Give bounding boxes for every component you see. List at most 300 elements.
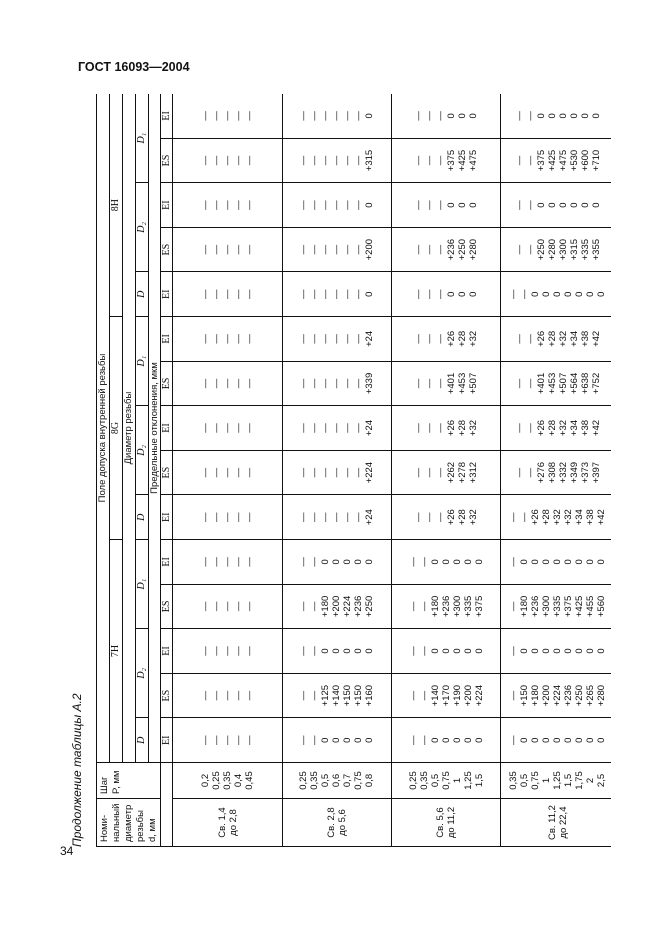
deviation-value: —: [309, 334, 321, 344]
deviation-value: —: [418, 690, 430, 701]
nominal-diameter-cell: [392, 799, 501, 847]
deviation-value: —: [200, 155, 212, 166]
deviation-value: —: [244, 155, 256, 166]
deviation-value: —: [222, 378, 234, 389]
deviation-value: 0: [568, 202, 580, 208]
deviation-value: —: [309, 690, 321, 701]
deviation-value: —: [424, 200, 436, 210]
deviation-value: —: [331, 512, 343, 522]
header-7h-d: D: [135, 718, 148, 763]
deviation-value: 0: [530, 291, 542, 297]
deviation-value: —: [331, 467, 343, 478]
deviation-value: —: [524, 423, 536, 433]
deviation-value: —: [233, 690, 245, 701]
deviation-cell: [173, 138, 282, 183]
deviation-value: 0: [446, 113, 458, 119]
deviation-value: —: [222, 557, 234, 567]
deviation-value: 0: [563, 648, 575, 654]
deviation-value: —: [320, 512, 332, 522]
deviation-value: +236: [530, 595, 542, 618]
deviation-value: 0: [585, 559, 597, 565]
header-es-cell: ES: [161, 361, 173, 406]
nominal-diameter-cell: [501, 799, 611, 847]
deviation-value: —: [519, 289, 531, 300]
pitch-value: 0,2: [200, 773, 212, 788]
deviation-value: —: [418, 735, 430, 745]
deviation-value: +180: [320, 595, 332, 618]
deviation-value: +190: [451, 684, 463, 707]
nominal-diameter-value: Св. 11,2 до 22,4: [546, 805, 569, 840]
deviation-cell: [501, 227, 611, 272]
deviation-value: —: [508, 289, 520, 300]
deviation-value: +26: [535, 330, 547, 347]
nominal-diameter-value: Св. 5,6 до 11,2: [435, 806, 458, 839]
deviation-value: —: [298, 155, 310, 166]
deviation-value: —: [513, 200, 525, 210]
deviation-value: +28: [541, 509, 553, 526]
nominal-diameter-value: Св. 1,4 до 2,8: [216, 807, 239, 838]
deviation-cell: [282, 495, 391, 540]
deviation-value: —: [424, 334, 436, 344]
deviation-value: +150: [342, 684, 354, 707]
deviation-value: +28: [546, 330, 558, 347]
deviation-value: +140: [331, 684, 343, 707]
deviation-value: 0: [530, 559, 542, 565]
deviation-value: +38: [579, 330, 591, 347]
deviation-value: 0: [429, 737, 441, 743]
deviation-value: 0: [552, 648, 564, 654]
deviation-value: 0: [429, 648, 441, 654]
deviation-value: —: [435, 334, 447, 344]
pitch-value: 0,35: [222, 771, 234, 790]
deviation-value: 0: [473, 737, 485, 743]
deviation-value: 0: [535, 113, 547, 119]
deviation-value: —: [407, 601, 419, 612]
pitch-value: 0,4: [233, 773, 245, 788]
deviation-value: —: [513, 155, 525, 166]
deviation-value: 0: [552, 737, 564, 743]
deviation-value: 0: [596, 737, 608, 743]
deviation-cell: [282, 227, 391, 272]
header-ei-cell: EI: [161, 495, 173, 540]
deviation-value: 0: [364, 737, 376, 743]
pitch-cell: [501, 763, 611, 799]
deviation-value: 0: [585, 291, 597, 297]
deviation-value: +300: [557, 238, 569, 261]
pitch-value: 0,75: [530, 771, 542, 790]
deviation-value: —: [298, 200, 310, 210]
deviation-value: +24: [364, 509, 376, 526]
deviation-value: —: [342, 289, 354, 300]
deviation-value: —: [200, 646, 212, 656]
group-row: [501, 94, 611, 847]
header-class-8h: 8H: [109, 94, 122, 317]
deviation-value: +332: [557, 461, 569, 484]
deviation-value: —: [200, 601, 212, 612]
deviation-value: 0: [462, 559, 474, 565]
deviation-cell: [282, 629, 391, 674]
deviation-cell: [173, 183, 282, 228]
deviation-value: +564: [568, 372, 580, 395]
pitch-value: 0,35: [508, 771, 520, 790]
deviation-value: 0: [462, 737, 474, 743]
deviation-value: 0: [596, 648, 608, 654]
deviation-value: —: [513, 334, 525, 344]
deviation-value: —: [353, 334, 365, 344]
deviation-value: +375: [473, 595, 485, 618]
deviation-value: —: [233, 378, 245, 389]
deviation-value: —: [424, 244, 436, 255]
deviation-cell: [501, 495, 611, 540]
deviation-value: +32: [552, 509, 564, 526]
deviation-value: —: [222, 512, 234, 522]
deviation-cell: [392, 272, 501, 317]
deviation-value: +28: [546, 419, 558, 437]
header-es-cell: ES: [161, 227, 173, 272]
pitch-value: 0,35: [418, 771, 430, 790]
deviation-cell: [501, 629, 611, 674]
deviation-value: 0: [364, 648, 376, 654]
deviation-cell: [282, 718, 391, 763]
deviation-value: +560: [596, 595, 608, 618]
pitch-value: 0,8: [364, 773, 376, 788]
deviation-value: 0: [473, 648, 485, 654]
deviation-value: —: [244, 289, 256, 300]
deviation-value: 0: [440, 737, 452, 743]
deviation-value: +453: [546, 372, 558, 395]
deviation-value: 0: [568, 113, 580, 119]
deviation-value: —: [222, 111, 234, 121]
deviation-value: —: [233, 334, 245, 344]
deviation-cell: [282, 450, 391, 495]
deviation-value: —: [244, 690, 256, 701]
deviation-value: —: [342, 334, 354, 344]
deviation-value: 0: [342, 737, 354, 743]
deviation-value: —: [200, 378, 212, 389]
pitch-value: 0,75: [440, 771, 452, 790]
deviation-value: 0: [331, 737, 343, 743]
pitch-value: 1,75: [574, 771, 586, 790]
deviation-value: 0: [530, 737, 542, 743]
pitch-cell: [392, 763, 501, 799]
deviation-value: —: [524, 244, 536, 255]
deviation-value: 0: [574, 737, 586, 743]
deviation-value: —: [309, 601, 321, 612]
deviation-cell: [282, 138, 391, 183]
deviation-value: —: [233, 423, 245, 433]
deviation-value: —: [413, 289, 425, 300]
deviation-value: —: [413, 111, 425, 121]
deviation-value: —: [244, 244, 256, 255]
deviation-value: 0: [519, 737, 531, 743]
header-ei-cell: EI: [161, 94, 173, 138]
deviation-cell: [173, 361, 282, 406]
deviation-value: —: [211, 557, 223, 567]
deviation-value: —: [233, 601, 245, 612]
deviation-value: 0: [446, 202, 458, 208]
deviation-value: —: [320, 200, 332, 210]
header-ei-cell: EI: [161, 272, 173, 317]
pitch-value: 2: [585, 777, 597, 784]
deviation-value: —: [353, 289, 365, 300]
deviation-value: —: [320, 111, 332, 121]
deviation-value: +375: [446, 149, 458, 172]
deviation-value: +600: [579, 149, 591, 172]
deviation-cell: [282, 94, 391, 138]
table-caption-text: Продолжение таблицы А.2: [70, 693, 84, 847]
deviation-value: 0: [364, 559, 376, 565]
deviation-value: —: [424, 423, 436, 433]
deviation-value: +200: [364, 238, 376, 261]
deviation-value: —: [413, 155, 425, 166]
deviation-value: 0: [468, 291, 480, 297]
header-ei-cell: EI: [161, 718, 173, 763]
header-row-1: [97, 94, 110, 847]
deviation-cell: [501, 183, 611, 228]
deviation-value: 0: [590, 113, 602, 119]
deviation-value: 0: [457, 202, 469, 208]
deviation-value: +140: [429, 684, 441, 707]
deviation-value: +26: [446, 419, 458, 437]
deviation-value: +125: [320, 684, 332, 707]
pitch-cell: [173, 763, 282, 799]
deviation-value: +28: [457, 419, 469, 437]
nominal-diameter-cell: [173, 799, 282, 847]
deviation-value: —: [244, 601, 256, 612]
deviation-cell: [282, 183, 391, 228]
deviation-value: —: [222, 334, 234, 344]
deviation-value: +250: [574, 684, 586, 707]
deviation-cell: [392, 495, 501, 540]
deviation-value: +26: [530, 509, 542, 526]
deviation-value: —: [513, 467, 525, 478]
deviation-cell: [392, 540, 501, 585]
deviation-value: +32: [557, 330, 569, 347]
deviation-value: +250: [535, 238, 547, 261]
deviation-value: —: [222, 244, 234, 255]
deviation-value: —: [211, 735, 223, 745]
deviation-value: +453: [457, 372, 469, 395]
deviation-value: —: [353, 423, 365, 433]
group-row: [173, 94, 282, 847]
deviation-value: —: [435, 378, 447, 389]
deviation-value: 0: [320, 737, 332, 743]
deviation-value: +710: [590, 149, 602, 172]
header-class-7h: 7H: [109, 540, 122, 763]
deviation-value: —: [508, 735, 520, 745]
header-ei-cell: EI: [161, 629, 173, 674]
deviation-cell: [282, 673, 391, 718]
deviation-value: 0: [541, 291, 553, 297]
deviation-value: —: [298, 646, 310, 656]
header-8g-d: D: [135, 495, 148, 540]
deviation-value: —: [524, 155, 536, 166]
deviation-value: —: [298, 467, 310, 478]
deviation-cell: [392, 227, 501, 272]
deviation-cell: [173, 406, 282, 451]
deviation-value: +265: [585, 684, 597, 707]
deviation-cell: [173, 272, 282, 317]
deviation-value: —: [309, 111, 321, 121]
deviation-value: —: [298, 289, 310, 300]
nominal-diameter-cell: [282, 799, 391, 847]
deviation-cell: [173, 227, 282, 272]
deviation-value: +236: [353, 595, 365, 618]
deviation-value: —: [298, 334, 310, 344]
deviation-value: —: [342, 378, 354, 389]
deviation-value: +315: [364, 149, 376, 172]
deviation-value: —: [298, 378, 310, 389]
deviation-value: —: [233, 244, 245, 255]
deviation-value: 0: [364, 202, 376, 208]
deviation-value: +300: [541, 595, 553, 618]
deviation-value: —: [244, 111, 256, 121]
page-number: 34: [60, 844, 74, 858]
pitch-cell: [282, 763, 391, 799]
deviation-value: 0: [596, 291, 608, 297]
deviation-value: —: [309, 200, 321, 210]
deviation-value: —: [309, 378, 321, 389]
deviation-value: +224: [473, 684, 485, 707]
group-row: [392, 94, 501, 847]
deviation-value: 0: [596, 559, 608, 565]
deviation-value: +373: [579, 461, 591, 484]
deviation-value: —: [200, 334, 212, 344]
deviation-value: +278: [457, 461, 469, 484]
pitch-value: 0,45: [244, 771, 256, 790]
deviation-value: +32: [563, 509, 575, 526]
deviation-value: +280: [468, 238, 480, 261]
deviation-value: —: [233, 735, 245, 745]
deviation-value: +26: [446, 509, 458, 526]
pitch-value: 0,25: [407, 771, 419, 790]
deviation-cell: [392, 183, 501, 228]
deviation-value: —: [244, 200, 256, 210]
deviation-value: —: [211, 155, 223, 166]
deviation-value: —: [513, 111, 525, 121]
deviation-value: —: [244, 378, 256, 389]
deviation-value: 0: [557, 202, 569, 208]
deviation-value: —: [331, 378, 343, 389]
deviation-value: +339: [364, 372, 376, 395]
deviation-value: —: [298, 601, 310, 612]
deviation-value: —: [211, 512, 223, 522]
deviation-value: —: [320, 423, 332, 433]
table-caption: [70, 94, 88, 847]
deviation-value: —: [222, 289, 234, 300]
deviation-value: 0: [519, 559, 531, 565]
deviation-value: 0: [574, 648, 586, 654]
header-ei-cell: EI: [161, 317, 173, 362]
deviation-value: 0: [462, 648, 474, 654]
deviation-value: —: [211, 601, 223, 612]
deviation-value: —: [211, 467, 223, 478]
deviation-value: —: [342, 467, 354, 478]
deviation-value: +280: [546, 238, 558, 261]
nominal-diameter-value: Св. 2,8 до 5,6: [325, 807, 348, 838]
deviation-cell: [392, 138, 501, 183]
deviation-value: —: [309, 155, 321, 166]
deviation-value: —: [418, 646, 430, 656]
deviation-cell: [282, 540, 391, 585]
deviation-value: +397: [590, 461, 602, 484]
deviation-value: +530: [568, 149, 580, 172]
header-es-cell: ES: [161, 673, 173, 718]
deviation-value: —: [244, 512, 256, 522]
group-row: [282, 94, 391, 847]
deviation-value: +200: [331, 595, 343, 618]
header-nominal-diameter: [97, 799, 161, 847]
deviation-value: +236: [446, 238, 458, 261]
deviation-value: +425: [457, 149, 469, 172]
deviation-value: +42: [596, 509, 608, 526]
deviation-cell: [392, 718, 501, 763]
deviation-cell: [501, 718, 611, 763]
header-ei-cell: EI: [161, 540, 173, 585]
deviation-value: +315: [568, 238, 580, 261]
deviation-value: —: [407, 735, 419, 745]
deviation-value: —: [309, 646, 321, 656]
deviation-value: 0: [457, 291, 469, 297]
deviation-value: +507: [468, 372, 480, 395]
deviation-value: —: [331, 244, 343, 255]
deviation-value: +32: [468, 330, 480, 347]
deviation-value: —: [211, 378, 223, 389]
deviation-value: +160: [364, 684, 376, 707]
deviation-cell: [173, 673, 282, 718]
deviation-value: —: [407, 690, 419, 701]
deviation-value: —: [342, 200, 354, 210]
deviation-value: 0: [457, 113, 469, 119]
deviation-value: +312: [468, 461, 480, 484]
deviation-value: —: [342, 111, 354, 121]
deviation-value: —: [342, 155, 354, 166]
header-8h-d: D: [135, 272, 148, 317]
deviation-value: 0: [473, 559, 485, 565]
deviation-value: —: [211, 690, 223, 701]
deviation-value: 0: [552, 559, 564, 565]
deviation-value: —: [298, 690, 310, 701]
pitch-value: 1,25: [552, 771, 564, 790]
page-header: ГОСТ 16093—2004: [78, 60, 190, 74]
deviation-value: —: [233, 289, 245, 300]
deviation-value: —: [524, 334, 536, 344]
pitch-value: 0,25: [298, 771, 310, 790]
deviation-cell: [501, 138, 611, 183]
deviation-value: —: [331, 200, 343, 210]
deviation-value: —: [418, 601, 430, 612]
deviation-value: 0: [364, 113, 376, 119]
deviation-value: —: [513, 244, 525, 255]
deviation-value: —: [200, 467, 212, 478]
deviation-value: —: [244, 646, 256, 656]
deviation-value: —: [508, 557, 520, 567]
deviation-value: —: [435, 111, 447, 121]
deviation-value: —: [435, 289, 447, 300]
deviation-value: —: [331, 334, 343, 344]
header-row-2: [109, 94, 122, 847]
deviation-value: 0: [585, 648, 597, 654]
deviation-value: —: [211, 423, 223, 433]
deviation-value: 0: [342, 648, 354, 654]
pitch-value: 1: [541, 777, 553, 784]
deviation-value: 0: [530, 648, 542, 654]
header-es-ei-row: [161, 94, 173, 847]
deviation-value: —: [298, 557, 310, 567]
deviation-value: —: [211, 111, 223, 121]
header-7h-d2: D₂: [135, 629, 148, 718]
header-8g-d1: D₁: [135, 317, 148, 406]
